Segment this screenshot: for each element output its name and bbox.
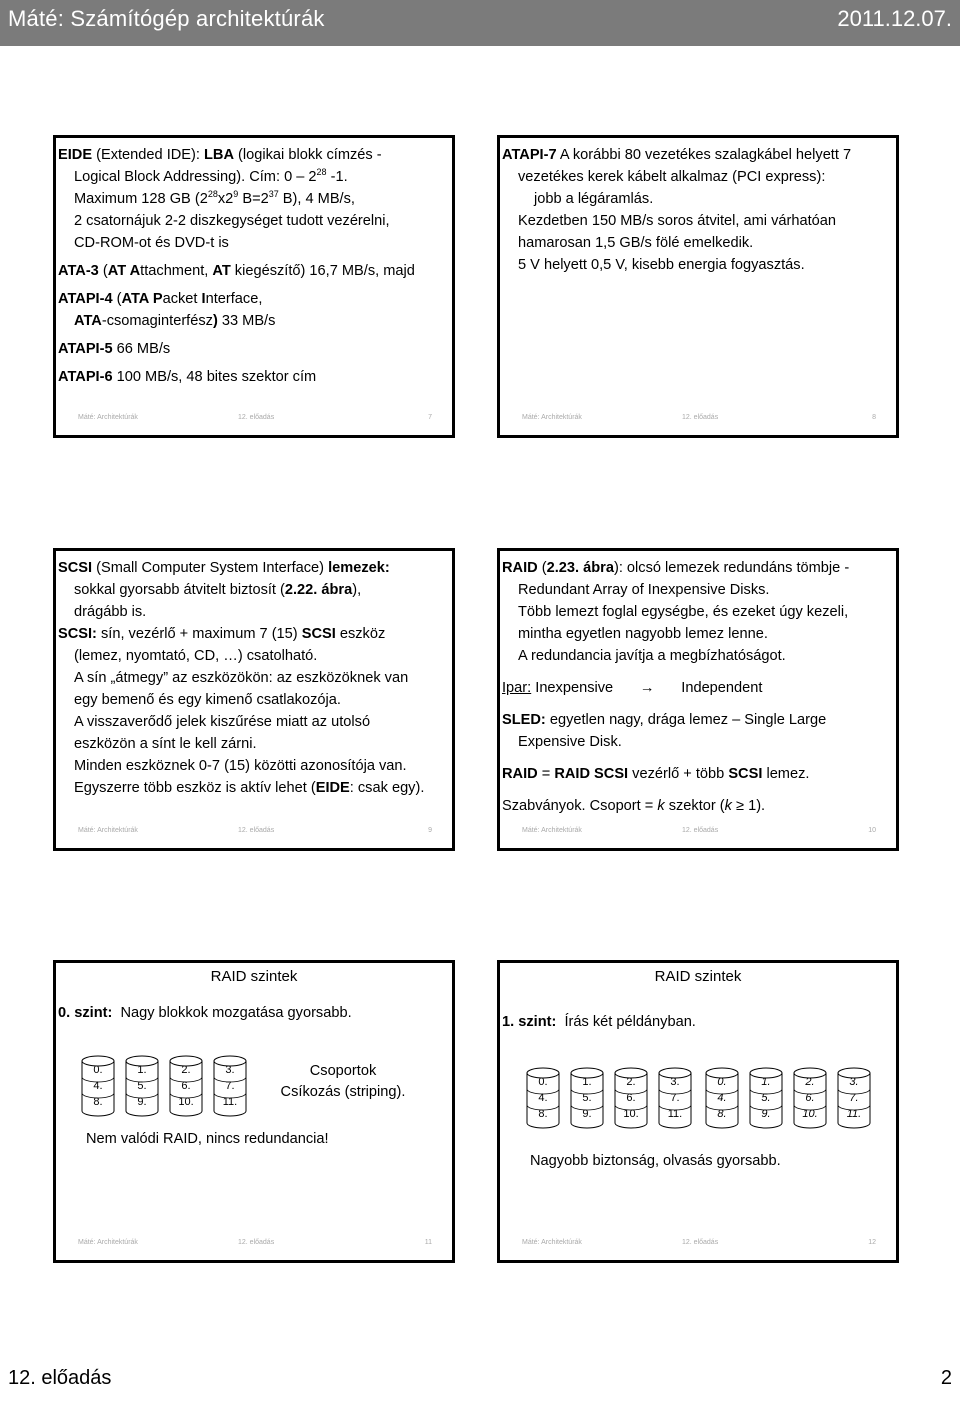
disk-label: 7. [849,1092,859,1104]
slide-9 [53,548,455,851]
disk-label: 4. [538,1092,548,1104]
disk-label: 1. [137,1064,147,1076]
disk-label: 7. [670,1092,680,1104]
disk-icon [705,1067,739,1129]
disk-label: 0. [717,1076,727,1088]
disk-label: 6. [626,1092,636,1104]
slide-9-content: SCSI (Small Computer System Interface) lemezek: sokkal gyorsabb átvitelt biztosít (2.22. ábra), drágább is. SCSI: sín, vezérlő + maximum 7 (15) SCSI eszköz (lemez, nyomtató, CD, …) csatolható. A sín „átmegy” az eszközökön: az eszközöknek van egy bemenő és egy kimenő csatlakozója. A visszaverődő jelek kiszűrése miatt az utolsó eszközön a sínt le kell zárni. Minden eszköznek 0-7 (15) közötti azonosítója van. Egyszerre több eszköz is aktív lehet (EIDE: csak egy). [58,560,425,796]
disk-label: 9. [137,1096,147,1108]
disk-label: 8. [93,1096,103,1108]
disk-label: 3. [225,1064,235,1076]
disk-icon [570,1067,604,1129]
slide-7-footer: Máté: Architektúrák 12. előadás 7 [78,414,432,421]
disk-label: 5. [761,1092,771,1104]
slide-8-content: ATAPI-7 A korábbi 80 vezetékes szalagkábel helyett 7 vezetékes kerek kábelt alkalmaz (PCI express): jobb a légáramlás. Kezdetben 150 MB/s soros átvitel, ami várhatóan hamarosan 1,5 GB/s fölé emelkedik. 5 V helyett 0,5 V, kisebb energia fogyasztás. [502,147,852,273]
disk-label: 5. [137,1080,147,1092]
slide-11-bottom-text: Nem valódi RAID, nincs redundancia! [86,1131,329,1147]
disk-label: 11. [222,1096,238,1108]
disk-label: 0. [538,1076,548,1088]
slide-12-title: RAID szintek [654,968,742,985]
disk-label: 11. [846,1108,862,1120]
disk-label: 3. [849,1076,859,1088]
slide-8-footer: Máté: Architektúrák 12. előadás 8 [522,414,876,421]
disk-label: 0. [93,1064,103,1076]
disk-label: 2. [805,1076,815,1088]
disk-label: 5. [582,1092,592,1104]
slide-7-content: EIDE (Extended IDE): LBA (logikai blokk címzés - Logical Block Addressing). Cím: $0 - 2^{28}$ -1. Maximum 128 GB ($2^{28}x2^9$ $B=2^{37}$ B), 4 MB/s, 2 csatornájuk 2-2 diszkegységet tudott vezérelni, CD-ROM-ot és DVD-t is ATA-3 (AT Attachment, AT kiegészítő) 16,7 MB/s, majd ATAPI-4 (ATA Packet Interface, ATA-csomaginterfész) 33 MB/s ATAPI-5 66 MB/s ATAPI-6 100 MB/s, 48 bites szektor cím [58,147,415,385]
page-title: Máté: Számítógép architektúrák [8,6,325,31]
disk-label: 6. [181,1080,191,1092]
slide-12-footer: Máté: Architektúrák 12. előadás 12 [522,1239,876,1246]
page-header [0,0,960,46]
slide-11-level: 0. szint: Nagy blokkok mozgatása gyorsabb. [58,1005,352,1021]
disk-icon [793,1067,827,1129]
disk-label: 7. [225,1080,235,1092]
disk-label: 6. [805,1092,815,1104]
slide-10 [497,548,899,851]
disk-label: 10. [802,1108,818,1120]
slide-7 [53,135,455,438]
page-number: 2 [940,1367,952,1389]
slide-10-content: RAID (2.23. ábra): olcsó lemezek redundáns tömbje - Redundant Array of Inexpensive Disks. Több lemezt foglal egységbe, és ezeket úgy kezeli, mintha egyetlen nagyobb lemez lenne. A redundancia javítja a megbízhatóságot. Ipar: Inexpensive → Independent SLED: egyetlen nagy, drága lemez – Single Large Expensive Disk. RAID = RAID SCSI vezérlő + több SCSI lemez. Szabványok. Csoport = k szektor (k ≥ 1). [502,560,850,814]
disk-icon [658,1067,692,1129]
disk-icon [749,1067,783,1129]
arrow-right-icon: → [639,680,655,696]
disk-icon [213,1055,247,1117]
disk-label: 10. [178,1096,194,1108]
slide-12-disk-group-1 [526,1067,706,1129]
disk-label: 9. [582,1108,592,1120]
disk-icon [169,1055,203,1117]
slide-11-title: RAID szintek [210,968,298,985]
slide-12-disk-group-2 [705,1067,885,1129]
disk-icon [614,1067,648,1129]
slide-11-disk-group [81,1055,251,1117]
disk-icon [81,1055,115,1117]
page-date: 2011.12.07. [837,6,952,31]
slide-12 [497,960,899,1263]
disk-label: 4. [717,1092,727,1104]
disk-label: 3. [670,1076,680,1088]
disk-icon [526,1067,560,1129]
disk-label: 4. [93,1080,103,1092]
disk-label: 1. [582,1076,592,1088]
slide-12-level: 1. szint: Írás két példányban. [502,1014,696,1030]
disk-label: 2. [626,1076,636,1088]
disk-label: 8. [717,1108,727,1120]
disk-label: 11. [667,1108,683,1120]
slide-9-footer: Máté: Architektúrák 12. előadás 9 [78,827,432,834]
disk-label: 10. [623,1108,639,1120]
slide-11-note: Csoportok Csíkozás (striping). [280,1063,406,1100]
slide-12-bottom-text: Nagyobb biztonság, olvasás gyorsabb. [530,1153,781,1169]
slide-11-footer: Máté: Architektúrák 12. előadás 11 [78,1239,432,1246]
disk-icon [125,1055,159,1117]
slide-11 [53,960,455,1263]
slide-8 [497,135,899,438]
page-footer-lecture: 12. előadás [8,1367,112,1389]
disk-label: 9. [761,1108,771,1120]
slide-10-footer: Máté: Architektúrák 12. előadás 10 [522,827,876,834]
disk-label: 1. [761,1076,771,1088]
disk-label: 8. [538,1108,548,1120]
disk-label: 2. [181,1064,191,1076]
page-footer [0,1367,960,1395]
disk-icon [837,1067,871,1129]
